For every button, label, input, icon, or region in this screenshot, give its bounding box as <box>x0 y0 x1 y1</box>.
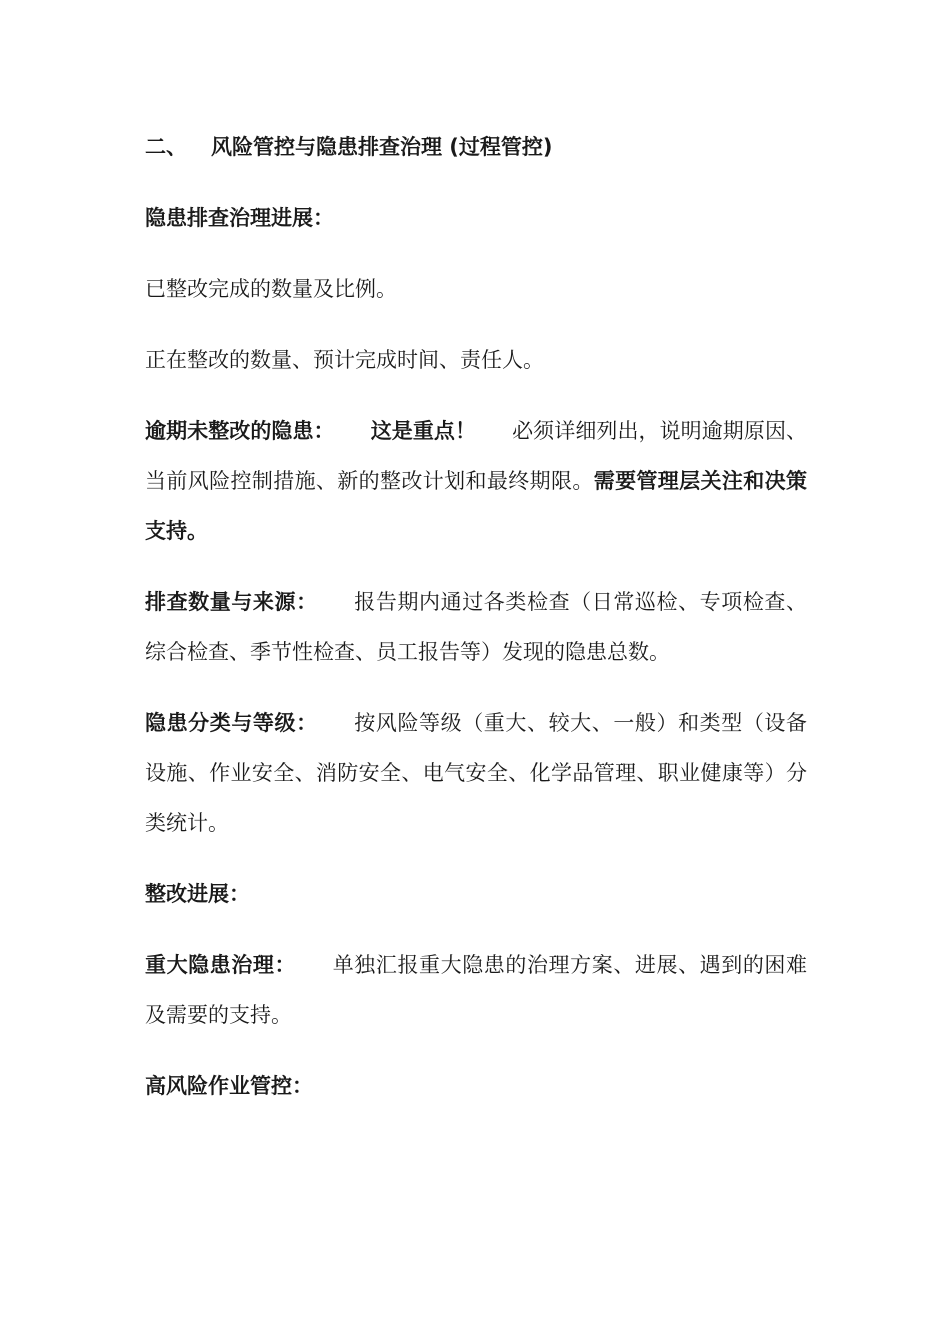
inspection-label: 排查数量与来源： <box>145 590 318 614</box>
overdue-closing: 需要管理层关注和决策支持。 <box>145 469 808 543</box>
classification-body: 按风险等级（重大、较大、一般）和类型（设备设施、作业安全、消防安全、电气安全、化学品管理、职业健康等）分类统计。 <box>145 711 808 835</box>
overdue-label: 逾期未整改的隐患： <box>145 419 335 443</box>
inspection-paragraph <box>145 577 807 677</box>
section-title: 风险管控与隐患排查治理 (过程管控) <box>211 135 553 159</box>
inspection-body: 报告期内通过各类检查（日常巡检、专项检查、综合检查、季节性检查、员工报告等）发现的隐患总数。 <box>145 590 808 664</box>
overdue-body: 必须详细列出，说明逾期原因、当前风险控制措施、新的整改计划和最终期限。 <box>145 419 808 493</box>
section-number: 二、 <box>145 135 187 159</box>
document-page <box>145 122 807 1132</box>
major-hazard-body: 单独汇报重大隐患的治理方案、进展、遇到的困难及需要的支持。 <box>145 953 808 1027</box>
overdue-emphasis: 这是重点！ <box>370 419 477 443</box>
classification-label: 隐患分类与等级： <box>145 711 318 735</box>
major-hazard-label: 重大隐患治理： <box>145 953 297 977</box>
completed-item: 已整改完成的数量及比例。 <box>145 277 397 301</box>
section-heading <box>145 122 807 172</box>
progress-heading: 隐患排查治理进展： <box>145 206 334 230</box>
rectification-heading: 整改进展： <box>145 882 250 906</box>
classification-paragraph <box>145 698 807 848</box>
in-progress-item: 正在整改的数量、预计完成时间、责任人。 <box>145 348 544 372</box>
overdue-paragraph <box>145 406 807 556</box>
major-hazard-paragraph <box>145 940 807 1040</box>
high-risk-heading: 高风险作业管控： <box>145 1074 313 1098</box>
